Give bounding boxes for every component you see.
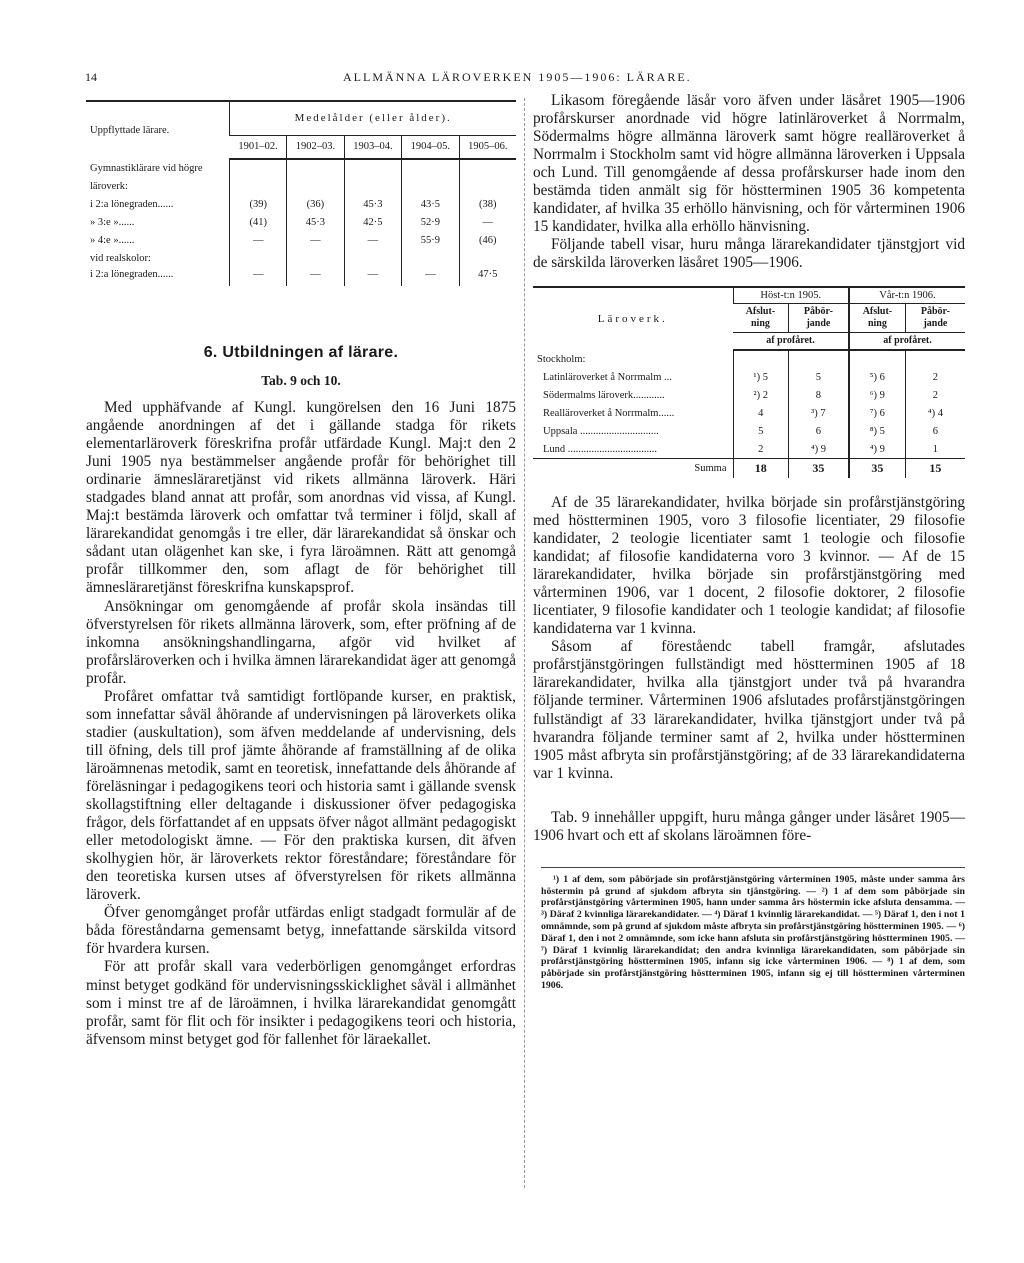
table-row [86,177,516,195]
table-cell [344,177,401,195]
table-cell: ³) 7 [788,404,849,422]
age-table-col-header: 1904–05. [402,135,459,159]
table-cell: 47·5 [459,267,516,286]
table-cell: 2 [905,386,965,404]
row-label: Södermalms läroverk............ [543,389,665,401]
candidates-table-af-profaret: af profåret. [849,333,965,351]
candidates-table-subcol: Afslut-ning [849,304,905,333]
table-cell [905,350,965,368]
table-cell: ⁸) 5 [849,422,905,440]
table-cell [733,350,788,368]
table-cell [287,177,344,195]
summa-label: Summa [533,458,733,478]
paragraph: Såsom af föreståendc tabell framgår, afslutades profårstjänstgöringen fullständigt med höstterminen 1905 af 18 lärarekandidater, hvilka alla tjänstgjort under två på hvarandra följande terminer. Vårterminen 1906 afslutades profårstjänstgöringen fullständigt af 33 lärarekandidater, hvilka tjänstgjort under två på hvarandra följande terminer samt af 2, hvilka under höstterminen 1905 måst afbryta sin profårstjänstgöring; af de 33 lärarekandidaterna var 1 kvinna. [533,638,965,782]
table-row [533,386,965,404]
table-cell [459,159,516,177]
table-cell: 43·5 [402,195,459,213]
table-cell: 45·3 [344,195,401,213]
footnotes [541,867,965,992]
table-cell: — [402,267,459,286]
age-table-group-header: Medelålder (eller ålder). [230,101,516,135]
table-cell: 5 [733,422,788,440]
paragraph: Följande tabell visar, huru många lärarekandidater tjänstgjort vid de särskilda läroverken läsåret 1905—1906. [533,236,965,272]
table-cell: (36) [287,195,344,213]
table-row [86,231,516,249]
table-row [86,249,516,267]
paragraph: Ansökningar om genomgående af profår skola insändas till öfverstyrelsen för rikets allmänna läroverk, som, efter pröfning af de inkomna ansökningshandlingarna, afgör vid hvilket af profårsläroverken och i hvilka ämnen lärarekandidat äger att genomgå profår. [86,597,516,687]
table-cell [402,177,459,195]
table-row [533,440,965,458]
table-cell: 6 [905,422,965,440]
table-cell: 6 [788,422,849,440]
table-row [86,159,516,177]
table-cell: — [344,231,401,249]
running-title: ALLMÄNNA LÄROVERKEN 1905—1906: LÄRARE. [343,70,692,84]
table-row [86,267,516,286]
table-cell [459,177,516,195]
table-cell: — [230,231,287,249]
age-table-col-header: 1901–02. [230,135,287,159]
table-cell [402,159,459,177]
table-cell: (38) [459,195,516,213]
age-table-col-header: 1903–04. [344,135,401,159]
table-cell: ⁴) 4 [905,404,965,422]
table-cell: — [230,267,287,286]
right-column [533,92,965,992]
table-cell: (39) [230,195,287,213]
summa-row [533,458,965,478]
table-cell: 55·9 [402,231,459,249]
row-label: Uppsala .............................. [543,425,659,437]
row-label: » 4:e »...... [90,234,135,246]
age-table-stub-header: Uppflyttade lärare. [86,101,230,159]
table-cell: — [287,267,344,286]
table-cell: 42·5 [344,213,401,231]
table-cell: ¹) 5 [733,368,788,386]
paragraph: För att profår skall vara vederbörligen genomgånget erfordras minst betyget godkänd för undervisningsskicklighet såväl i allmänhet som i minst tre af de läroämnen, i hvilka lärarekandidat genomgått profår, samt för flit och för insikter i pedagogikens teori och historia, äfvensom minst betyget god för fallenhet för läraekallet. [86,958,516,1048]
table-cell: 2 [905,368,965,386]
page-number: 14 [85,70,97,84]
age-table-body [86,159,516,286]
table-cell [287,249,344,267]
table-cell [849,350,905,368]
paragraph: Tab. 9 innehåller uppgift, huru många gånger under läsåret 1905—1906 hvart och ett af skolans läroämnen före- [533,808,965,844]
footnote-text: ¹) 1 af dem, som påbörjade sin profårstjänstgöring vårterminen 1905, måste under samma års höstermin på grund af sjukdom afbryta sin tjänstgöring. — ²) 1 af dem som påbörjade sin profårstjänstgöring vårterminen 1905, hann under samma års höstermin icke afsluta densamma. — ³) Däraf 2 kvinnliga lärarekandidater. — ⁴) Däraf 1 kvinnlig lärarekandidat. — ⁵) Däraf 1, den i not 1 omnämnde, som på grund af sjukdom måste afbryta sin profårstjänstgöring höstterminen 1905. — ⁶) Däraf 1, den i not 2 omnämnde, som icke hann afsluta sin profårstjänstgöring höstterminen 1905. — ⁷) Däraf 1 kvinnlig lärarekandidat; den andra kvinnliga lärarekandidaten, som påbörjade sin profårstjänstgöring höstterminen 1905, infann sig icke vårterminen 1906. — ⁸) 1 af dem, som påbörjade sin profårstjänstgöring höstterminen 1905, infann sig ej till höstterminen vårterminen 1906. [541,873,965,991]
age-table [86,100,516,286]
table-cell: 1 [905,440,965,458]
table-cell [344,249,401,267]
summa-cell: 35 [849,458,905,478]
table-cell: ⁶) 9 [849,386,905,404]
candidates-table-subcol: Påbör-jande [905,304,965,333]
row-label: Gymnastiklärare vid högre [90,162,203,174]
table-row [533,350,965,368]
table-cell: ⁷) 6 [849,404,905,422]
summa-cell: 15 [905,458,965,478]
row-label: i 2:a lönegraden...... [90,198,174,210]
table-cell: ⁵) 6 [849,368,905,386]
row-label: i 2:a lönegraden...... [90,269,174,280]
row-label: vid realskolor: [90,252,151,264]
candidates-table-group-header: Vår-t:n 1906. [849,287,965,304]
table-cell [230,177,287,195]
table-cell: 5 [788,368,849,386]
column-divider [524,98,525,1188]
row-label: Latinläroverket å Norrmalm ... [543,371,672,383]
table-cell: 45·3 [287,213,344,231]
table-cell: (41) [230,213,287,231]
candidates-table-stub-header: Läroverk. [533,287,733,350]
paragraph: Med upphäfvande af Kungl. kungörelsen den 16 Juni 1875 angående anordningen af det i gällande stadga för rikets elementarläroverk föreskrifna profår utfärdade Kungl. Maj:t den 2 Juni 1905 nya bestämmelser angående profår för behörighet till ordinarie ämnesläraretjänst vid rikets allmänna läroverk. Häri stadgades bland annat att profår, som anordnas vid vissa, af Kungl. Maj:t bestämda läroverk och omfattar två terminer i följd, skall af lärarekandidat genomgås i tre eller, där lärarekandidat så önskar och sådant utan olägenhet kan ske, i fyra läroämnen. Rätt att genomgå profår tillkommer den, som aflagt de för behörighet till ämnesläraretjänst föreskrifna kunskapsprof. [86,399,516,597]
candidates-table [533,286,965,478]
section-title: 6. Utbildningen af lärare. [203,344,399,361]
age-table-col-header: 1905–06. [459,135,516,159]
table-cell [402,249,459,267]
summa-cell: 18 [733,458,788,478]
candidates-table-group-header: Höst-t:n 1905. [733,287,849,304]
table-row [533,422,965,440]
table-cell [287,159,344,177]
left-column [86,92,516,1049]
table-row [533,404,965,422]
table-cell: ⁴) 9 [788,440,849,458]
table-cell: — [344,267,401,286]
table-cell [788,350,849,368]
row-label: Stockholm: [537,353,586,365]
table-cell: 4 [733,404,788,422]
table-cell: 8 [788,386,849,404]
age-table-col-header: 1902–03. [287,135,344,159]
candidates-table-subcol: Afslut-ning [733,304,788,333]
table-cell [344,159,401,177]
table-cell: ²) 2 [733,386,788,404]
summa-cell: 35 [788,458,849,478]
table-row [533,368,965,386]
table-cell: — [459,213,516,231]
candidates-table-af-profaret: af profåret. [733,333,849,351]
candidates-table-body [533,350,965,478]
row-label: Realläroverket å Norrmalm...... [543,407,675,419]
row-label: Lund .................................. [543,443,658,455]
paragraph: Öfver genomgånget profår utfärdas enligt stadgadt formulär af de båda föreståndarna gemensamt betyg, innefattande särskilda vitsord för hvardera kursen. [86,904,516,958]
paragraph: Af de 35 lärarekandidater, hvilka började sin profårstjänstgöring med höstterminen 1905, voro 3 filosofie licentiater, 29 filosofie kandidater, 2 teologie licentiater samt 1 teologie och filosofie kandidat; af filosofie kandidaterna voro 3 kvinnor. — Af de 15 lärarekandidater, hvilka började sin profårstjänstgöring med vårterminen 1906, var 1 docent, 2 filosofie doktorer, 2 filosofie licentiater, 9 filosofie kandidater och 1 teologie kandidat; af filosofie kandidaterna var 1 kvinna. [533,493,965,638]
table-cell [230,159,287,177]
table-cell: 52·9 [402,213,459,231]
page-header [85,70,965,90]
table-cell: — [287,231,344,249]
row-label: » 3:e »...... [90,216,135,228]
table-cell: 2 [733,440,788,458]
candidates-table-subcol: Påbör-jande [788,304,849,333]
table-reference: Tab. 9 och 10. [261,373,341,388]
table-cell: ⁴) 9 [849,440,905,458]
row-label: läroverk: [90,180,128,192]
paragraph: Likasom föregående läsår voro äfven under läsåret 1905—1906 profårskurser anordnade vid högre latinläroverket å Norrmalm, Södermalms högre allmänna läroverk samt högre realläroverket å Norrmalm i Stockholm samt vid högre allmänna läroverken i Uppsala och Lund. Till genomgående af dessa profårskurser hade inom den bestämda tiden anmält sig för höstterminen 1905 36 kompetenta kandidater, af hvilka 35 erhöllo hänvisning, och för vårterminen 1906 15 kandidater, hvilka alla erhöllo hänvisning. [533,92,965,236]
table-row [86,213,516,231]
table-cell: (46) [459,231,516,249]
paragraph: Profåret omfattar två samtidigt fortlöpande kurser, en praktisk, som innefattar såväl åhörande af undervisningen på läroverkets olika stadier (auskultation), som äfven meddelande af undervisning, dels till öfning, dels till prof jämte åhörande af framställning af de olika läroämnenas metodik, samt en teoretisk, innefattande dels åhörande af föreläsningar i pedagogikens teori och historia samt i gällande svensk skollagstiftning eller deltagande i diskussioner öfver pedagogiska frågor, dels författandet af en uppsats öfver något allmänt pedagogiskt eller metodologiskt ämne. — För den praktiska kursen, dit äfven skolhygien hör, är läroverkets rektor föreståndare; föreståndare för den teoretiska kursen utses af öfverstyrelsen för rikets allmänna läroverk. [86,687,516,904]
table-row [86,195,516,213]
table-cell [459,249,516,267]
left-text [86,399,516,1049]
table-cell [230,249,287,267]
